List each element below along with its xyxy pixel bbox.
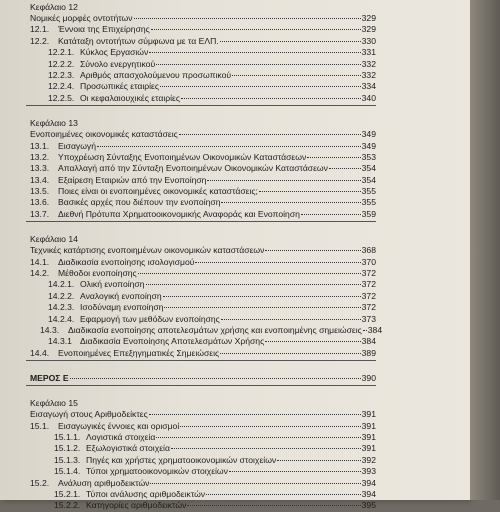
- part-heading: ΜΕΡΟΣ Ε: [30, 373, 69, 384]
- toc-entry: [26, 443, 376, 454]
- toc-entry: [26, 466, 376, 477]
- entry-number: 12.2.5.: [48, 92, 75, 103]
- toc-entry: [26, 175, 376, 186]
- entry-title: Εξαίρεση Εταιριών από την Ενοποίηση: [58, 174, 207, 185]
- entry-number: 13.6.: [30, 197, 50, 208]
- toc-entry: [26, 197, 376, 208]
- entry-title: Ισοδύναμη ενοποίηση: [80, 302, 164, 313]
- entry-number: 15.2.2.: [54, 500, 81, 511]
- page-number: 354: [361, 174, 376, 185]
- entry-number: 15.2.1.: [54, 488, 81, 499]
- leader-dots: [134, 18, 361, 19]
- leader-dots: [97, 146, 361, 147]
- toc-entry: [26, 489, 376, 500]
- leader-dots: [149, 52, 360, 53]
- toc-entry: [26, 59, 376, 70]
- chapter-subtitle: Νομικές μορφές οντοτήτων: [30, 13, 133, 23]
- entry-title: Ολική ενοποίηση: [80, 279, 145, 290]
- chapter-subtitle: Εισαγωγή στους Αριθμοδείκτες: [30, 409, 148, 420]
- page-number: 355: [361, 186, 376, 197]
- toc-entry: [26, 268, 376, 279]
- page-number: 355: [361, 197, 376, 208]
- page-number: 372: [361, 302, 376, 313]
- entry-number: 14.4.: [30, 347, 50, 358]
- toc-entry: [26, 336, 376, 347]
- page-number: 340: [361, 92, 376, 103]
- leader-dots: [195, 262, 360, 263]
- entry-title: Εισαγωγικές έννοιες και ορισμοί: [58, 420, 180, 431]
- leader-dots: [363, 330, 367, 331]
- page-number: 359: [361, 208, 376, 219]
- toc-entry: [26, 432, 376, 443]
- entry-number: 15.1.4.: [54, 466, 81, 477]
- entry-title: Εξωλογιστικά στοιχεία: [86, 443, 170, 454]
- entry-number: 14.3.1: [48, 336, 72, 347]
- leader-dots: [160, 86, 361, 87]
- toc-entry: [26, 152, 376, 163]
- page-number: 354: [361, 163, 376, 174]
- leader-dots: [150, 483, 360, 484]
- entry-number: 14.2.1.: [48, 279, 75, 290]
- chapter-subtitle-row: [30, 245, 376, 256]
- leader-dots: [277, 460, 360, 461]
- leader-dots: [301, 214, 361, 215]
- leader-dots: [232, 75, 361, 76]
- toc-entry: [26, 70, 376, 81]
- page-number: 391: [361, 431, 376, 442]
- page-number: 392: [361, 454, 376, 465]
- toc-entry: [26, 348, 376, 359]
- entry-number: 13.7.: [30, 208, 50, 219]
- toc-entry: [26, 279, 376, 290]
- toc-entry: [26, 455, 376, 466]
- page-number: 391: [361, 420, 376, 431]
- toc-entry: [26, 302, 376, 313]
- leader-dots: [220, 353, 360, 354]
- page-number: 332: [361, 69, 376, 80]
- entry-title: Αριθμός απασχολούμενου προσωπικού: [80, 69, 232, 80]
- entry-title: Διαδικασία ενοποίησης ισολογισμού: [58, 256, 195, 267]
- entry-number: 14.2.3.: [48, 302, 75, 313]
- leader-dots: [138, 273, 361, 274]
- page-number: 373: [361, 313, 376, 324]
- entry-number: 14.3.: [40, 324, 60, 335]
- toc-entry: [26, 478, 376, 489]
- entry-number: 12.2.1.: [48, 47, 75, 58]
- toc-entry: [26, 93, 376, 104]
- leader-dots: [164, 307, 360, 308]
- entry-title: Κατάταξη οντοτήτων σύμφωνα με τα ΕΛΠ.: [58, 35, 219, 46]
- entry-number: 15.1.: [30, 420, 50, 431]
- chapter-13: [26, 118, 376, 222]
- page-number: 390: [361, 373, 376, 384]
- entry-number: 13.3.: [30, 163, 50, 174]
- leader-dots: [307, 157, 360, 158]
- toc-entry: [26, 47, 376, 58]
- leader-dots: [265, 341, 360, 342]
- entry-number: 14.2.: [30, 268, 50, 279]
- leader-dots: [265, 250, 360, 251]
- entry-list: [26, 256, 383, 360]
- toc-entry: [26, 324, 383, 336]
- page-number: 329: [361, 24, 376, 35]
- leader-dots: [156, 64, 360, 65]
- divider: [26, 221, 376, 222]
- entry-title: Εισαγωγή: [58, 140, 96, 151]
- entry-title: Εφαρμογή των μεθόδων ενοποίησης: [80, 313, 220, 324]
- entry-number: 14.1.: [30, 256, 50, 267]
- leader-dots: [179, 134, 361, 135]
- page-number: 372: [361, 290, 376, 301]
- leader-dots: [180, 426, 360, 427]
- entry-title: Μέθοδοι ενοποίησης: [58, 268, 137, 279]
- entry-title: Τύποι ανάλυσης αριθμοδεικτών: [86, 488, 206, 499]
- entry-number: 15.1.2.: [54, 443, 81, 454]
- chapter-subtitle-row: [30, 409, 376, 420]
- entry-number: 13.5.: [30, 186, 50, 197]
- leader-dots: [70, 378, 361, 379]
- leader-dots: [229, 471, 361, 472]
- page-number: 395: [361, 500, 376, 511]
- entry-number: 13.4.: [30, 174, 50, 185]
- entry-title: Κύκλος Εργασιών: [80, 47, 149, 58]
- chapter-title: Κεφάλαιο 13: [30, 118, 78, 129]
- chapter-15: [26, 398, 376, 512]
- entry-title: Αναλογική ενοποίηση: [80, 290, 162, 301]
- page-number: 394: [361, 477, 376, 488]
- toc-entry: [26, 314, 376, 325]
- leader-dots: [206, 494, 361, 495]
- page-number: 334: [361, 81, 376, 92]
- entry-number: 12.2.4.: [48, 81, 75, 92]
- divider: [26, 385, 376, 386]
- leader-dots: [221, 202, 360, 203]
- entry-number: 13.1.: [30, 140, 50, 151]
- toc-entry: [26, 141, 376, 152]
- table-of-contents: [26, 2, 383, 512]
- entry-number: 15.1.3.: [54, 454, 81, 465]
- page-number: 393: [361, 466, 376, 477]
- entry-title: Έννοια της Επιχείρησης: [58, 24, 150, 35]
- chapter-subtitle: Ενοποιημένες οικονομικές καταστάσεις: [30, 129, 178, 140]
- entry-title: Λογιστικά στοιχεία: [86, 431, 156, 442]
- page-number: 368: [361, 245, 376, 256]
- toc-entry: [26, 421, 376, 432]
- leader-dots: [220, 41, 361, 42]
- leader-dots: [329, 168, 361, 169]
- page-number: 394: [361, 488, 376, 499]
- spacer: [26, 388, 376, 398]
- entry-title: Τύποι χρηματοοικονομικών στοιχείων: [86, 466, 228, 477]
- leader-dots: [151, 29, 361, 30]
- spacer: [26, 108, 376, 118]
- entry-title: Διεθνή Πρότυπα Χρηματοοικονομικής Αναφοράς και Ενοποίηση: [58, 208, 300, 219]
- toc-entry: [26, 81, 376, 92]
- entry-number: 15.2.: [30, 477, 50, 488]
- leader-dots: [146, 284, 361, 285]
- toc-entry: [26, 36, 376, 47]
- chapter-subtitle-row: [30, 129, 376, 140]
- page-number: 391: [361, 409, 376, 420]
- entry-list: [26, 141, 376, 221]
- chapter-12: [26, 2, 376, 106]
- page-number: 349: [361, 129, 376, 140]
- entry-title: Πηγές και χρήστες χρηματοοικονομικών στοιχείων: [86, 454, 277, 465]
- entry-title: Ανάλυση αριθμοδεικτών: [58, 477, 150, 488]
- entry-number: 13.2.: [30, 151, 50, 162]
- leader-dots: [156, 437, 360, 438]
- toc-entry: [26, 186, 376, 197]
- page-number: 329: [361, 13, 376, 23]
- page-number: 330: [361, 35, 376, 46]
- page-number: 353: [361, 151, 376, 162]
- spacer: [26, 224, 376, 234]
- page-number: 332: [361, 58, 376, 69]
- divider: [26, 360, 376, 361]
- page-number: 389: [361, 347, 376, 358]
- chapter-subtitle-row: [30, 13, 376, 24]
- page-number: 391: [361, 443, 376, 454]
- book-page-edge: [470, 0, 500, 500]
- page-number: 372: [361, 279, 376, 290]
- entry-title: Προσωπικές εταιρίες: [80, 81, 160, 92]
- leader-dots: [149, 414, 361, 415]
- leader-dots: [207, 180, 360, 181]
- toc-entry: [26, 24, 376, 35]
- page-number: 331: [361, 47, 376, 58]
- entry-title: Σύνολο ενεργητικού: [80, 58, 156, 69]
- toc-entry: [26, 291, 376, 302]
- entry-title: Απαλλαγή από την Σύνταξη Ενοποιημένων Οικονομικών Καταστάσεων: [58, 163, 328, 174]
- toc-entry: [26, 257, 376, 268]
- part-heading-row: [30, 373, 376, 384]
- leader-dots: [187, 505, 360, 506]
- entry-list: [26, 24, 376, 104]
- chapter-14: [26, 234, 383, 361]
- entry-title: Διαδικασία ενοποίησης αποτελεσμάτων χρήσης και ενοποιημένης σημειώσεις: [68, 324, 362, 335]
- leader-dots: [181, 98, 361, 99]
- entry-list: [26, 421, 376, 512]
- chapter-title: Κεφάλαιο 14: [30, 234, 78, 245]
- toc-entry: [26, 209, 376, 220]
- page-number: 384: [361, 336, 376, 347]
- spacer: [26, 363, 376, 373]
- leader-dots: [259, 191, 361, 192]
- entry-number: 14.2.2.: [48, 290, 75, 301]
- entry-title: Βασικές αρχές που διέπουν την ενοποίηση: [58, 197, 221, 208]
- page-number: 349: [361, 140, 376, 151]
- page-number: 370: [361, 256, 376, 267]
- toc-entry: [26, 500, 376, 511]
- entry-number: 12.2.2.: [48, 58, 75, 69]
- leader-dots: [221, 319, 361, 320]
- page-number: 384: [367, 324, 383, 335]
- entry-number: 15.1.1.: [54, 431, 81, 442]
- entry-title: Κατηγορίες αριθμοδεικτών: [86, 500, 187, 511]
- entry-title: Ποιες είναι οι ενοποιημένες οικονομικές καταστάσεις;: [58, 186, 258, 197]
- toc-entry: [26, 163, 376, 174]
- chapter-title: Κεφάλαιο 15: [30, 398, 78, 409]
- divider: [26, 105, 376, 106]
- entry-title: Ενοποιημένες Επεξηγηματικές Σημειώσεις: [58, 347, 220, 358]
- entry-number: 14.2.4.: [48, 313, 75, 324]
- entry-title: Διαδικασία Ενοποίησης Αποτελεσμάτων Χρήσης: [80, 336, 265, 347]
- page-number: 372: [361, 268, 376, 279]
- chapter-title: Κεφάλαιο 12: [30, 2, 78, 12]
- leader-dots: [171, 448, 361, 449]
- leader-dots: [163, 296, 361, 297]
- entry-number: 12.1.: [30, 24, 50, 35]
- entry-title: Υποχρέωση Σύνταξης Ενοποιημένων Οικονομικών Καταστάσεων: [58, 151, 307, 162]
- entry-number: 12.2.: [30, 35, 50, 46]
- chapter-subtitle: Τεχνικές κατάρτισης ενοποιημένων οικονομικών καταστάσεων: [30, 245, 265, 256]
- entry-title: Οι κεφαλαιουχικές εταιρίες: [80, 92, 181, 103]
- entry-number: 12.2.3.: [48, 69, 75, 80]
